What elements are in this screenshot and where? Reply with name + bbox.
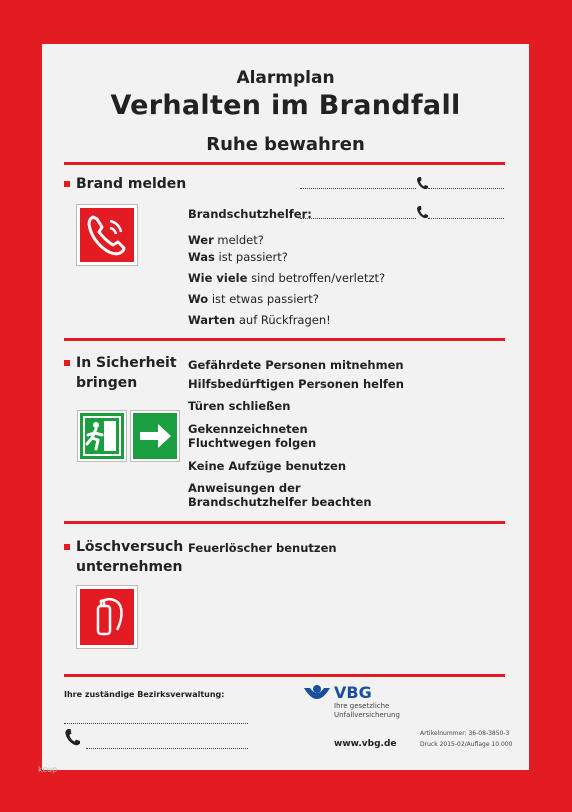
vbg-brand: VBG <box>334 683 372 702</box>
phone-icon <box>64 727 80 747</box>
admin-address-line <box>64 723 248 724</box>
action-item: Anweisungen der <box>188 481 301 495</box>
divider <box>64 521 505 524</box>
divider <box>64 162 505 165</box>
page-subtitle: Ruhe bewahren <box>206 134 365 155</box>
vbg-logo-icon <box>302 684 332 708</box>
admin-phone-line <box>86 748 248 749</box>
section-heading-loeschversuch: Löschversuch unternehmen <box>76 539 184 575</box>
kicker-title: Alarmplan <box>236 68 335 88</box>
section-heading-in-sicherheit: In Sicherheit bringen <box>76 355 177 391</box>
phone-icon <box>416 176 428 190</box>
question-item: Was ist passiert? <box>188 250 288 264</box>
section-heading-brand-melden: Brand melden <box>76 176 187 192</box>
question-item: Wo ist etwas passiert? <box>188 292 319 306</box>
helper-name-line <box>300 218 416 219</box>
emergency-exit-icon <box>77 410 127 462</box>
brandschutzhelfer-label: Brandschutzhelfer: <box>188 207 312 221</box>
article-number: Artikelnummer: 36-08-3850-3 <box>420 730 510 737</box>
question-item: Wer meldet? <box>188 233 264 247</box>
divider <box>64 674 505 677</box>
action-item: Hilfsbedürftigen Personen helfen <box>188 377 404 391</box>
action-item: Gekennzeichneten <box>188 422 308 436</box>
phone-number-line <box>428 188 504 189</box>
page-title: Verhalten im Brandfall <box>110 90 461 121</box>
watermark: kcup <box>38 765 58 774</box>
action-item: Gefährdete Personen mitnehmen <box>188 358 404 372</box>
action-item: Feuerlöscher benutzen <box>188 541 337 555</box>
phone-number-line <box>300 188 416 189</box>
question-item: Warten auf Rückfragen! <box>188 313 331 327</box>
website-link[interactable]: www.vbg.de <box>334 739 397 749</box>
divider <box>64 338 505 341</box>
vbg-tagline: Ihre gesetzliche Unfallversicherung <box>334 702 400 719</box>
section-bullet <box>64 544 70 550</box>
fire-extinguisher-icon <box>76 585 138 649</box>
arrow-right-icon <box>130 410 180 462</box>
section-bullet <box>64 181 70 187</box>
alarm-plan-sheet <box>42 44 529 770</box>
action-item: Türen schließen <box>188 399 291 413</box>
fire-alarm-phone-icon <box>76 204 138 266</box>
helper-phone-line <box>428 218 504 219</box>
section-bullet <box>64 360 70 366</box>
phone-icon <box>416 205 428 219</box>
admin-label: Ihre zuständige Bezirksverwaltung: <box>64 690 225 699</box>
question-item: Wie viele sind betroffen/verletzt? <box>188 271 386 285</box>
print-info: Druck 2015-02/Auflage 10.000 <box>420 741 513 748</box>
action-item: Fluchtwegen folgen <box>188 436 317 450</box>
action-item: Brandschutzhelfer beachten <box>188 495 372 509</box>
action-item: Keine Aufzüge benutzen <box>188 459 347 473</box>
